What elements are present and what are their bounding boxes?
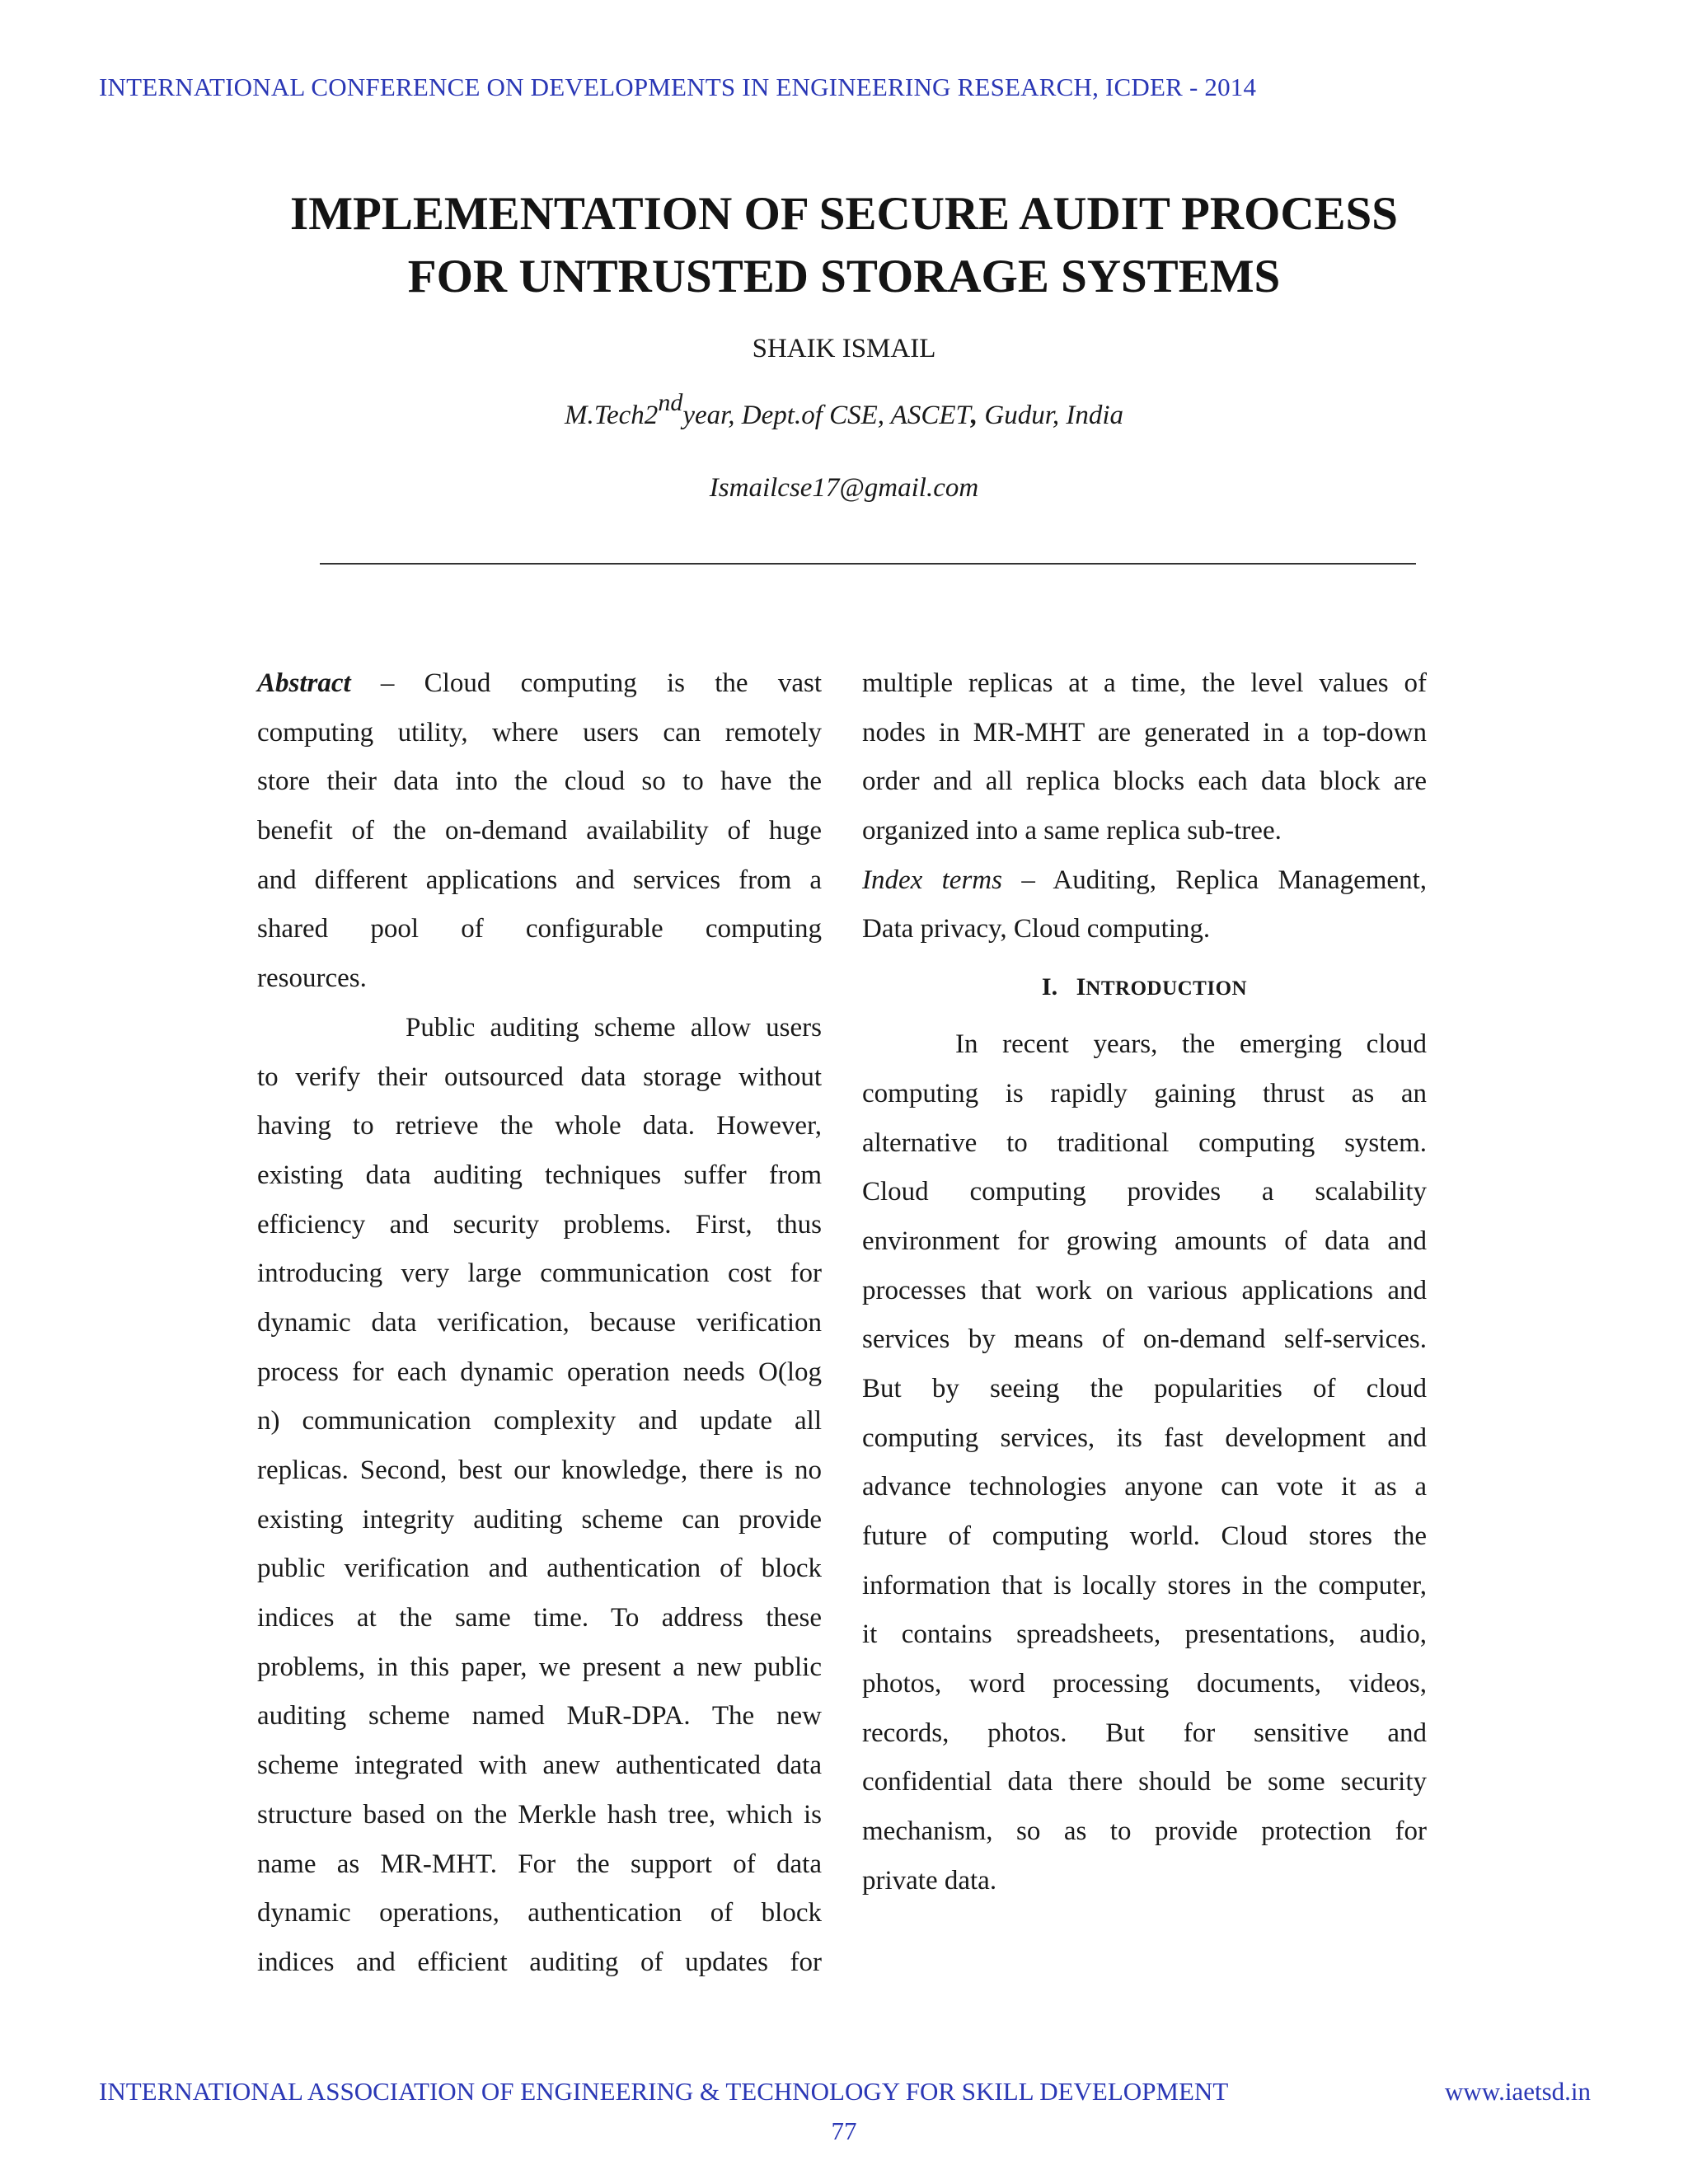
- affiliation-comma: ,: [970, 401, 978, 430]
- page-number: 77: [831, 2116, 857, 2145]
- footer-website-link[interactable]: www.iaetsd.in: [1444, 2077, 1591, 2106]
- abstract-line: existing data auditing techniques suffer from: [257, 1160, 822, 1190]
- intro-line: records, photos. But for sensitive and: [862, 1718, 1427, 1748]
- intro-line: services by means of on-demand self-services.: [862, 1324, 1427, 1355]
- abstract-line: scheme integrated with anew authenticated data: [257, 1750, 822, 1781]
- intro-line: computing is rapidly gaining thrust as an: [862, 1078, 1427, 1108]
- author-affiliation: [0, 389, 1688, 431]
- abstract-line: Public auditing scheme allow users: [406, 1012, 822, 1043]
- abstract-line: organized into a same replica sub-tree.: [862, 816, 1282, 846]
- intro-line: advance technologies anyone can vote it as a: [862, 1472, 1427, 1502]
- affiliation-location: Gudur, India: [978, 401, 1124, 430]
- abstract-line: existing integrity auditing scheme can provide: [257, 1504, 822, 1535]
- intro-line: information that is locally stores in the computer,: [862, 1570, 1427, 1601]
- intro-line: future of computing world. Cloud stores the: [862, 1521, 1427, 1551]
- abstract-line: order and all replica blocks each data block are: [862, 766, 1427, 797]
- affiliation-superscript: nd: [658, 389, 683, 416]
- abstract-line: to verify their outsourced data storage without: [257, 1062, 822, 1092]
- abstract-line: auditing scheme named MuR-DPA. The new: [257, 1701, 822, 1732]
- affiliation-dept: year, Dept.of CSE, ASCET: [682, 401, 971, 430]
- intro-line: private data.: [862, 1865, 997, 1896]
- paper-title-line-1: IMPLEMENTATION OF SECURE AUDIT PROCESS: [290, 188, 1398, 240]
- abstract-line: structure based on the Merkle hash tree, which is: [257, 1799, 822, 1830]
- abstract-line: having to retrieve the whole data. However,: [257, 1111, 822, 1141]
- author-name: SHAIK ISMAIL: [752, 334, 936, 363]
- intro-line: alternative to traditional computing system.: [862, 1127, 1427, 1158]
- affiliation-degree: M.Tech2: [564, 401, 659, 430]
- intro-line: confidential data there should be some security: [862, 1767, 1427, 1797]
- abstract-line: store their data into the cloud so to have the: [257, 766, 822, 797]
- abstract-line: nodes in MR-MHT are generated in a top-down: [862, 717, 1427, 748]
- intro-line: it contains spreadsheets, presentations, audio,: [862, 1619, 1427, 1650]
- abstract-line: n) communication complexity and update all: [257, 1406, 822, 1436]
- abstract-line: indices and efficient auditing of updates for: [257, 1947, 822, 1977]
- abstract-line: benefit of the on-demand availability of huge: [257, 816, 822, 846]
- abstract-line: and different applications and services from a: [257, 865, 822, 895]
- intro-line: environment for growing amounts of data and: [862, 1226, 1427, 1256]
- abstract-line: process for each dynamic operation needs O(log: [257, 1357, 822, 1387]
- index-terms-label: Index terms: [862, 865, 1002, 895]
- intro-line: But by seeing the popularities of cloud: [862, 1373, 1427, 1404]
- abstract-label: Abstract: [257, 668, 351, 698]
- paper-title: [0, 183, 1688, 308]
- right-column: [862, 659, 1427, 1906]
- abstract-line: name as MR-MHT. For the support of data: [257, 1849, 822, 1879]
- title-divider: [320, 563, 1416, 565]
- index-terms-line: Index terms – Auditing, Replica Management,: [862, 865, 1427, 895]
- abstract-line: public verification and authentication of block: [257, 1554, 822, 1584]
- running-header: INTERNATIONAL CONFERENCE ON DEVELOPMENTS IN ENGINEERING RESEARCH, ICDER - 2014: [99, 73, 1257, 101]
- index-terms-line: Data privacy, Cloud computing.: [862, 914, 1211, 944]
- abstract-line: dynamic operations, authentication of block: [257, 1898, 822, 1929]
- abstract-line: resources.: [257, 963, 367, 994]
- abstract-line: problems, in this paper, we present a new public: [257, 1652, 822, 1682]
- abstract-line: replicas. Second, best our knowledge, there is no: [257, 1455, 822, 1485]
- intro-line: mechanism, so as to provide protection for: [862, 1816, 1427, 1847]
- intro-line: Cloud computing provides a scalability: [862, 1177, 1427, 1207]
- left-column: [257, 659, 822, 1988]
- abstract-line: computing utility, where users can remotely: [257, 717, 822, 748]
- section-heading-introduction: I. INTRODUCTION: [1041, 973, 1248, 1001]
- abstract-line: multiple replicas at a time, the level values of: [862, 668, 1427, 698]
- footer-association: INTERNATIONAL ASSOCIATION OF ENGINEERING & TECHNOLOGY FOR SKILL DEVELOPMENT: [99, 2077, 1229, 2106]
- intro-line: In recent years, the emerging cloud: [955, 1029, 1427, 1060]
- abstract-line: introducing very large communication cost for: [257, 1258, 822, 1289]
- abstract-line: dynamic data verification, because verification: [257, 1307, 822, 1338]
- author-email: Ismailcse17@gmail.com: [709, 473, 979, 503]
- intro-line: computing services, its fast development and: [862, 1422, 1427, 1453]
- abstract-line: indices at the same time. To address these: [257, 1603, 822, 1633]
- abstract-line: Abstract – Cloud computing is the vast: [257, 668, 822, 698]
- paper-title-line-2: FOR UNTRUSTED STORAGE SYSTEMS: [407, 251, 1281, 302]
- intro-line: photos, word processing documents, videos,: [862, 1669, 1427, 1699]
- abstract-line: efficiency and security problems. First, thus: [257, 1209, 822, 1240]
- abstract-line: shared pool of configurable computing: [257, 914, 822, 944]
- intro-line: processes that work on various applications and: [862, 1275, 1427, 1305]
